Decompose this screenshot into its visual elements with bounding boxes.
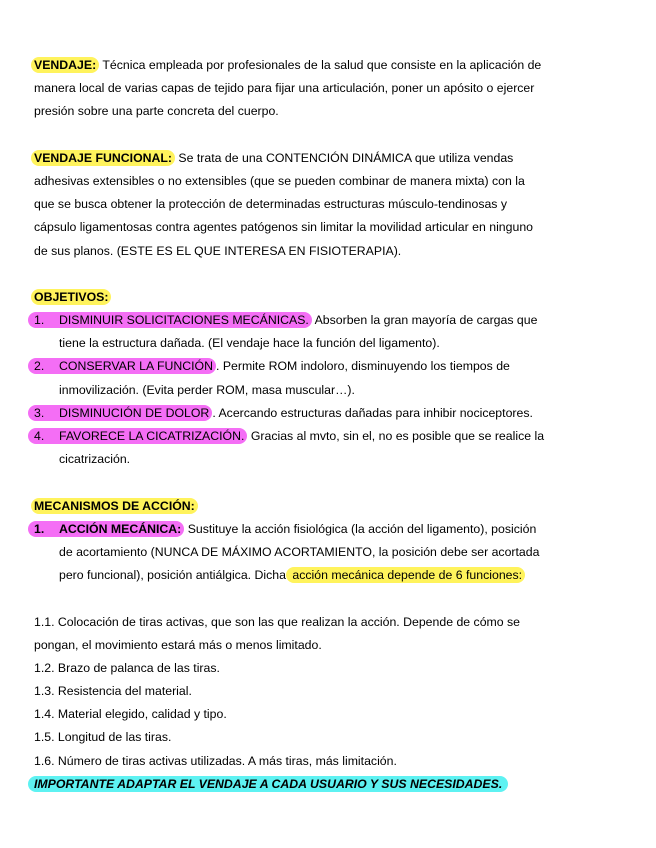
list-item-continuation: de acortamiento (NUNCA DE MÁXIMO ACORTAMIENTO, la posición debe ser acortada: [59, 544, 540, 559]
document-page: [34, 54, 624, 796]
list-item-continuation: pero funcional), posición antiálgica. Dicha: [59, 568, 286, 583]
vendaje-funcional-paragraph: [34, 147, 624, 263]
list-item-number: 4.: [34, 429, 45, 443]
vendaje-funcional-line: que se busca obtener la protección de determinadas estructuras músculo-tendinosas y: [34, 197, 508, 212]
vendaje-line: manera local de varias capas de tejido para fijar una articulación, poner un apósito o ejercer: [34, 81, 535, 96]
list-item-number: 3.: [34, 405, 45, 420]
sub-list: [34, 611, 624, 773]
mecanismos-section: [34, 495, 624, 796]
list-item-title: ACCIÓN MECÁNICA:: [59, 521, 182, 536]
list-item-number: 1.: [34, 313, 45, 328]
list-item: [34, 309, 624, 355]
sub-list-line: pongan, el movimiento estará más o menos limitado.: [34, 637, 322, 652]
list-item: [34, 402, 624, 425]
vendaje-paragraph: [34, 54, 624, 124]
list-item-text: . Acercando estructuras dañadas para inhibir nociceptores.: [212, 405, 533, 420]
list-item-text: . Permite ROM indoloro, disminuyendo los tiempos de: [215, 359, 510, 374]
vendaje-funcional-line: de sus planos. (ESTE ES EL QUE INTERESA EN FISIOTERAPIA).: [34, 243, 402, 258]
list-item-text: Sustituye la acción fisiológica (la acción del ligamento), posición: [184, 521, 537, 536]
list-item-text: Absorben la gran mayoría de cargas que: [311, 313, 538, 328]
sub-list-line: 1.6. Número de tiras activas utilizadas. A más tiras, más limitación.: [34, 753, 397, 768]
list-item-continuation: tiene la estructura dañada. (El vendaje hace la función del ligamento).: [59, 336, 440, 351]
vendaje-line: Técnica empleada por profesionales de la salud que consiste en la aplicación de: [99, 58, 542, 72]
sub-list-line: 1.5. Longitud de las tiras.: [34, 730, 172, 745]
vendaje-funcional-line: cápsulo ligamentosas contra agentes patógenos sin limitar la movilidad articular en ninguno: [34, 220, 533, 235]
list-item-continuation: inmovilización. (Evita perder ROM, masa muscular…).: [59, 382, 355, 397]
vendaje-line: presión sobre una parte concreta del cuerpo.: [34, 104, 279, 119]
vendaje-funcional-line: adhesivas extensibles o no extensibles (que se pueden combinar de manera mixta) con la: [34, 173, 525, 188]
list-item-number: 2.: [34, 359, 45, 374]
list-item-title: DISMINUIR SOLICITACIONES MECÁNICAS.: [59, 313, 309, 328]
objetivos-heading: OBJETIVOS:: [31, 289, 111, 305]
sub-list-line: 1.1. Colocación de tiras activas, que son las que realizan la acción. Depende de cómo se: [34, 614, 521, 629]
sub-list-line: 1.2. Brazo de palanca de las tiras.: [34, 660, 220, 675]
list-item-title: FAVORECE LA CICATRIZACIÓN.: [59, 429, 245, 443]
sub-list-line: 1.4. Material elegido, calidad y tipo.: [34, 707, 227, 722]
list-item-title: CONSERVAR LA FUNCIÓN: [59, 359, 213, 374]
vendaje-funcional-line: Se trata de una CONTENCIÓN DINÁMICA que utiliza vendas: [175, 150, 514, 165]
vendaje-funcional-term: VENDAJE FUNCIONAL:: [31, 150, 175, 166]
list-item-continuation: cicatrización.: [59, 452, 131, 467]
highlighted-phrase: acción mecánica depende de 6 funciones:: [286, 567, 525, 583]
list-item-number: 1.: [34, 521, 45, 536]
sub-list-line: 1.3. Resistencia del material.: [34, 684, 192, 699]
objetivos-section: [34, 286, 624, 472]
mecanismos-heading: MECANISMOS DE ACCIÓN:: [31, 498, 198, 514]
list-item-title: DISMINUCIÓN DE DOLOR: [59, 405, 210, 420]
list-item: [34, 355, 624, 401]
list-item-text: Gracias al mvto, sin el, no es posible que se realice la: [247, 429, 545, 443]
list-item: [34, 425, 624, 471]
important-note: IMPORTANTE ADAPTAR EL VENDAJE A CADA USUARIO Y SUS NECESIDADES.: [28, 776, 508, 792]
vendaje-term: VENDAJE:: [31, 57, 99, 73]
